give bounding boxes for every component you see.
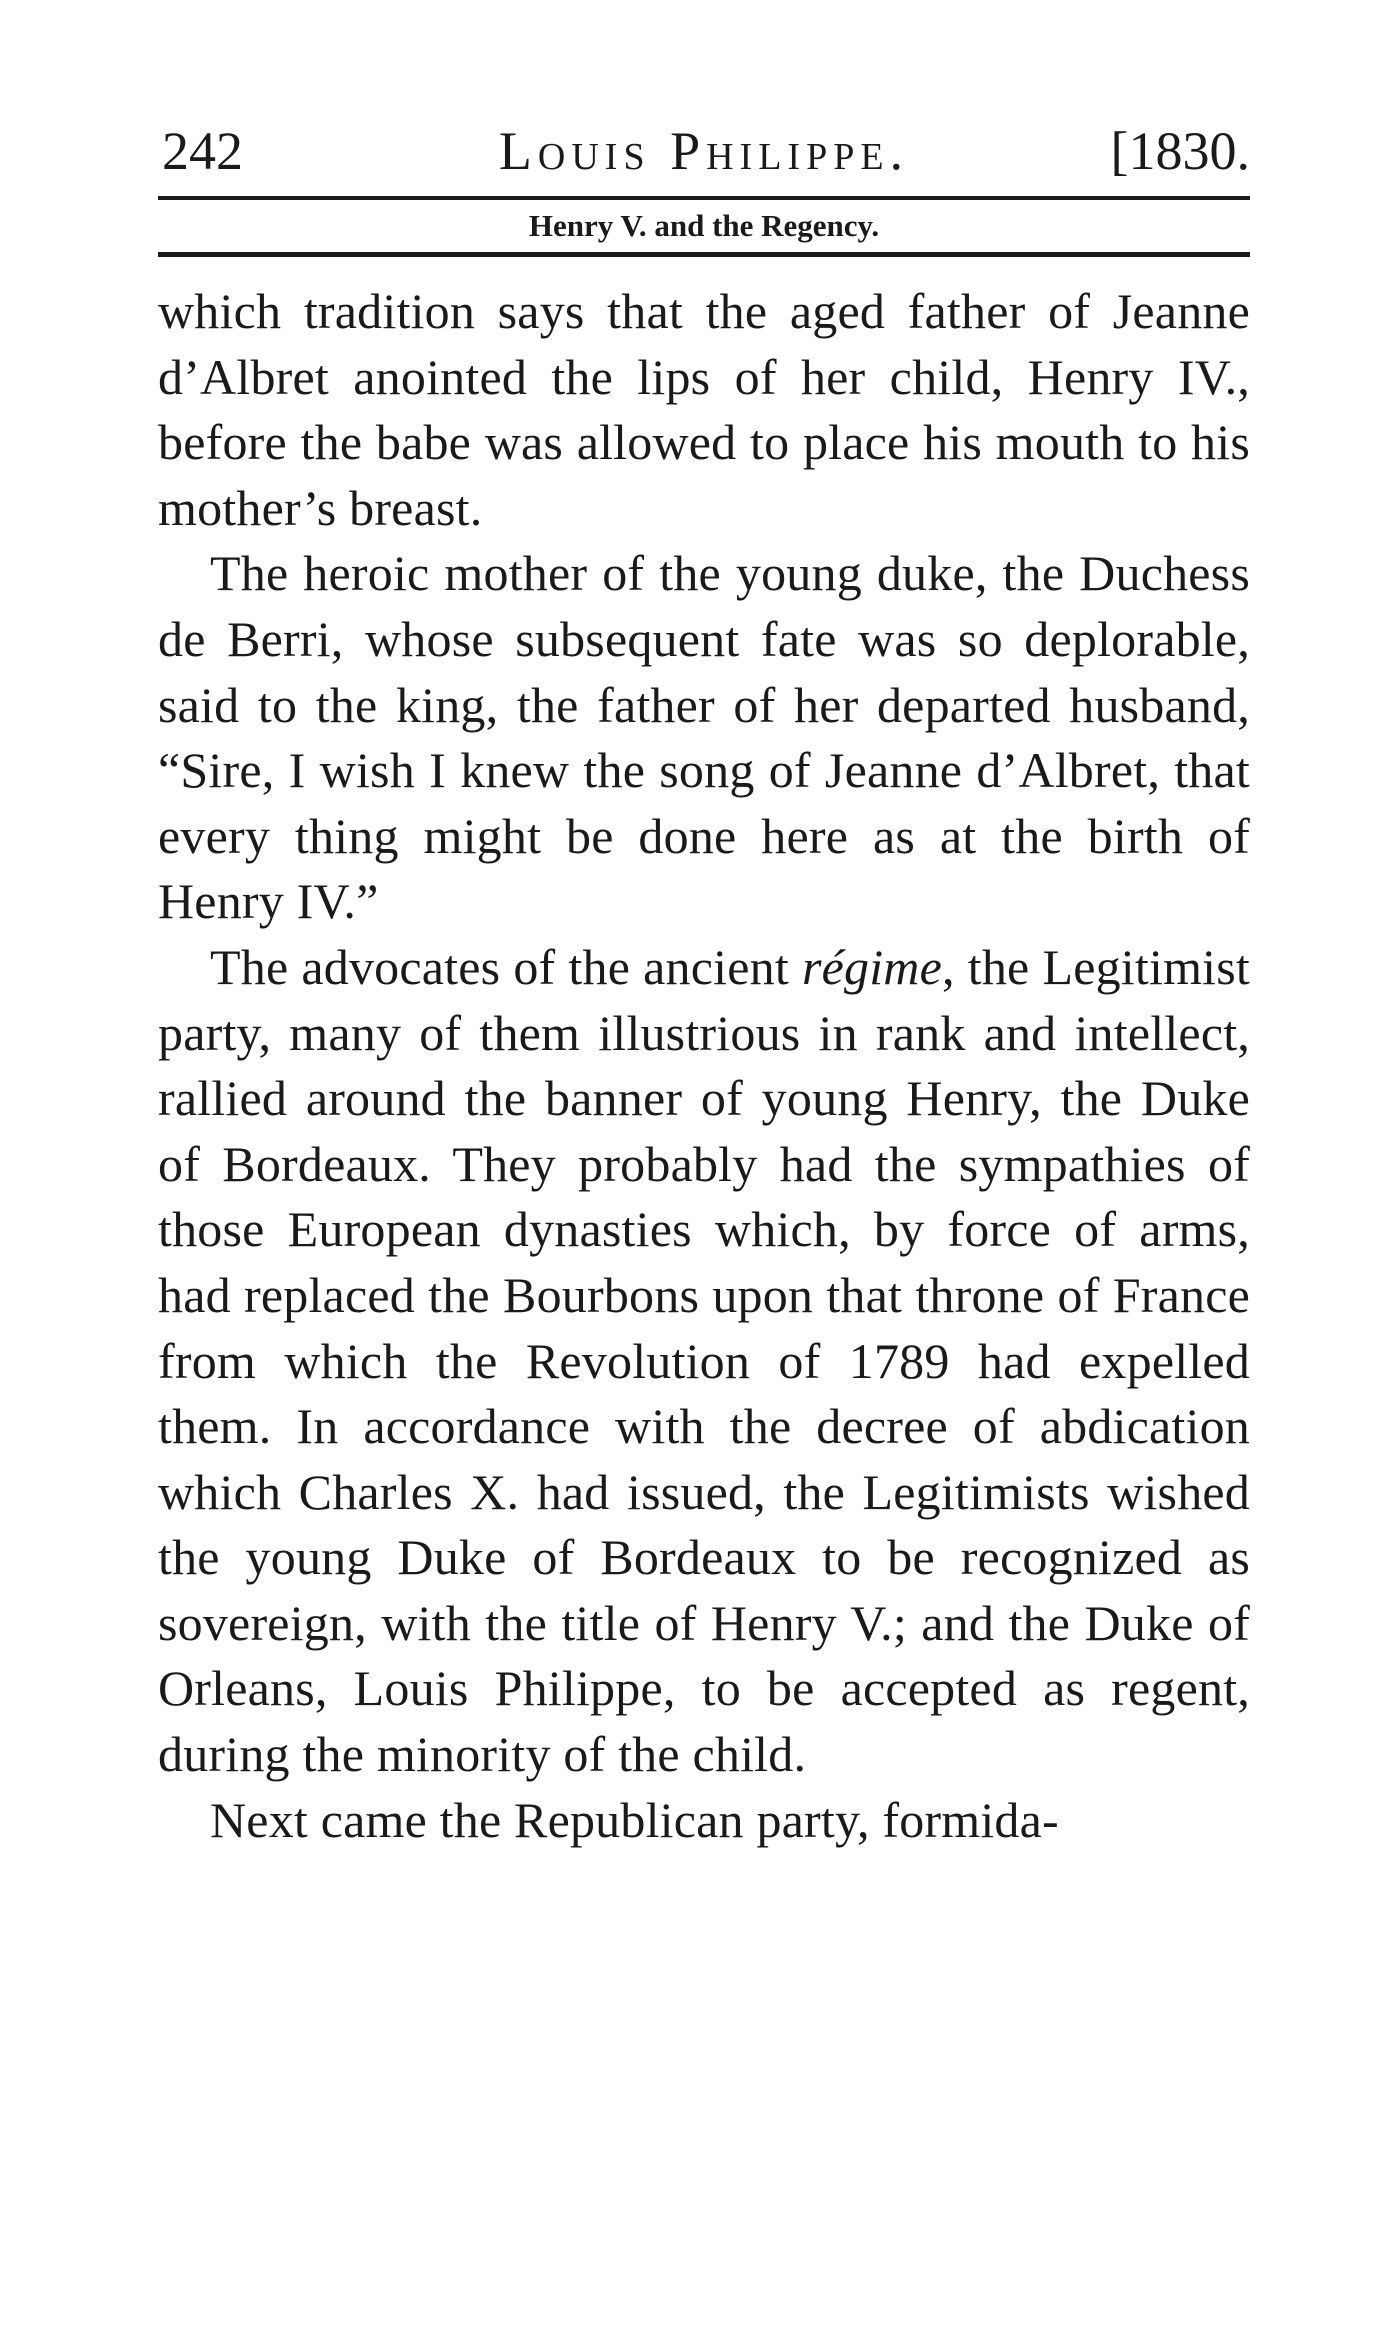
paragraph-3 <box>158 935 1250 1788</box>
paragraph-3-lead: The advocates of the ancient <box>210 938 802 995</box>
page-number: 242 <box>162 121 243 181</box>
paragraph-3-rest: , the Legitimist party, many of them illustrious in rank and intellect, rallied around the banner of young Henry, the Duke of Bordeaux. They probably had the sympathies of those European dynasties which, by force of arms, had replaced the Bourbons upon that throne of France from which the Revolution of 1789 had expelled them. In accordance with the decree of abdication which Charles X. had issued, the Legitimists wished the young Duke of Bordeaux to be recognized as sovereign, with the title of Henry V.; and the Duke of Orleans, Louis Philippe, to be accepted as regent, during the minority of the child. <box>158 938 1251 1783</box>
running-title: Louis Philippe. <box>498 121 910 181</box>
italic-regime: régime <box>801 938 942 995</box>
running-head <box>158 100 1250 181</box>
header-rule-top <box>158 196 1250 200</box>
paragraph-2: The heroic mother of the young duke, the Duchess de Berri, whose subsequent fate was so deplorable, said to the king, the father of her departed husband, “Sire, I wish I knew the song of Jeanne d’Albret, that every thing might be done here as at the birth of Henry IV.” <box>158 545 1250 930</box>
header-rule-bottom <box>158 252 1250 257</box>
paragraph-1: which tradition says that the aged father of Jeanne d’Albret anointed the lips of her child, Henry IV., before the babe was allowed to place his mouth to his mother’s breast. <box>158 283 1250 536</box>
book-page <box>158 100 1250 1853</box>
running-year: [1830. <box>1110 121 1250 181</box>
section-heading: Henry V. and the Regency. <box>528 208 880 243</box>
paragraph-4: Next came the Republican party, formida- <box>210 1791 1059 1848</box>
body-text <box>158 279 1250 1853</box>
